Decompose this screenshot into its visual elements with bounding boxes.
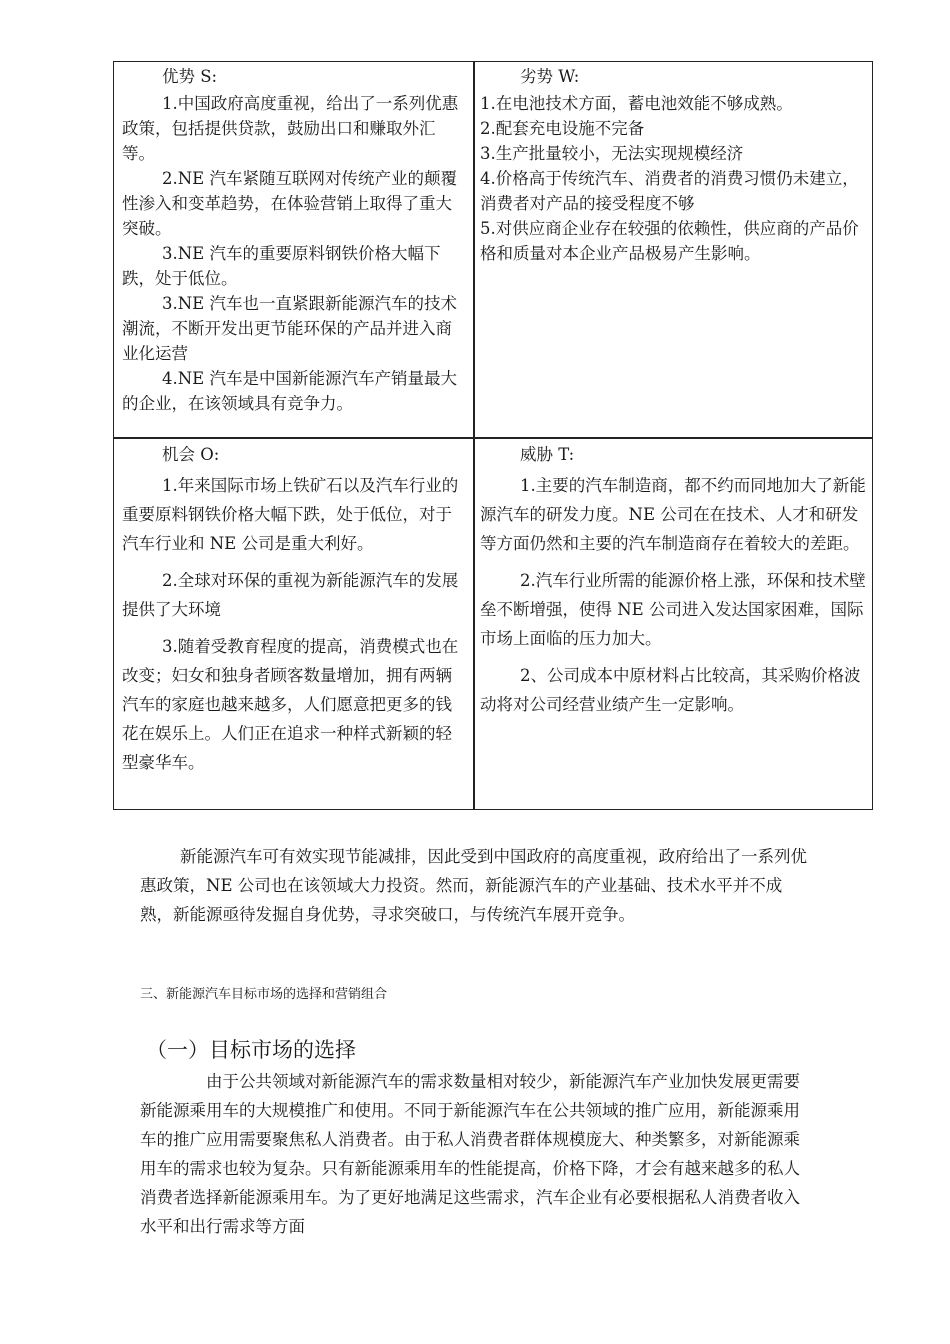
strength-item: 3.NE 汽车的重要原料钢铁价格大幅下跌，处于低位。 — [122, 244, 441, 288]
section-heading: 三、新能源汽车目标市场的选择和营销组合 — [140, 987, 388, 1002]
table-divider-vertical — [473, 62, 475, 809]
opportunity-item: 3.随着受教育程度的提高，消费模式也在改变；妇女和独身者顾客数量增加，拥有两辆汽车的家庭也越来越多，人们愿意把更多的钱花在娱乐上。人们正在追求一种样式新颖的轻型豪华车。 — [122, 637, 459, 772]
summary-paragraph: 新能源汽车可有效实现节能减排，因此受到中国政府的高度重视，政府给出了一系列优惠政策，NE 公司也在该领域大力投资。然而，新能源汽车的产业基础、技术水平并不成熟，新能源亟待发掘自身优势，寻求突破口，与传统汽车展开竞争。 — [140, 847, 807, 924]
opportunities-heading: 机会 O: — [162, 445, 220, 464]
opportunity-item: 1.年来国际市场上铁矿石以及汽车行业的重要原料钢铁价格大幅下跌，处于低位，对于汽车行业和 NE 公司是重大利好。 — [122, 476, 459, 553]
threats-heading: 威胁 T: — [520, 445, 575, 464]
opportunity-item: 2.全球对环保的重视为新能源汽车的发展提供了大环境 — [122, 571, 459, 619]
strength-item: 1.中国政府高度重视，给出了一系列优惠政策，包括提供贷款，鼓励出口和赚取外汇等。 — [122, 94, 459, 163]
table-divider-horizontal — [114, 437, 872, 439]
weakness-item: 5.对供应商企业存在较强的依赖性，供应商的产品价格和质量对本企业产品极易产生影响。 — [480, 219, 859, 263]
weaknesses-cell — [480, 64, 868, 266]
strength-item: 3.NE 汽车也一直紧跟新能源汽车的技术潮流，不断开发出更节能环保的产品并进入商业化运营 — [122, 294, 457, 363]
threats-cell — [480, 442, 868, 727]
opportunities-cell — [122, 442, 464, 785]
strengths-heading: 优势 S: — [162, 67, 218, 86]
weaknesses-heading: 劣势 W: — [520, 67, 580, 86]
threat-item: 1.主要的汽车制造商，都不约而同地加大了新能源汽车的研发力度。NE 公司在在技术、人才和研发等方面仍然和主要的汽车制造商存在着较大的差距。 — [480, 476, 866, 553]
subsection-heading: （一）目标市场的选择 — [146, 1038, 356, 1062]
swot-table — [113, 61, 873, 810]
strength-item: 2.NE 汽车紧随互联网对传统产业的颠覆性渗入和变革趋势，在体验营销上取得了重大突破。 — [122, 169, 457, 238]
threat-item: 2.汽车行业所需的能源价格上涨，环保和技术壁垒不断增强，使得 NE 公司进入发达国家困难，国际市场上面临的压力加大。 — [480, 571, 866, 648]
threat-item: 2、公司成本中原材料占比较高，其采购价格波动将对公司经营业绩产生一定影响。 — [480, 666, 861, 714]
weakness-item: 4.价格高于传统汽车、消费者的消费习惯仍未建立，消费者对产品的接受程度不够 — [480, 169, 859, 213]
target-market-paragraph: 由于公共领域对新能源汽车的需求数量相对较少，新能源汽车产业加快发展更需要新能源乘用车的大规模推广和使用。不同于新能源汽车在公共领域的推广应用，新能源乘用车的推广应用需要聚焦私人消费者。由于私人消费者群体规模庞大、种类繁多，对新能源乘用车的需求也较为复杂。只有新能源乘用车的性能提高，价格下降，才会有越来越多的私人消费者选择新能源乘用车。为了更好地满足这些需求，汽车企业有必要根据私人消费者收入水平和出行需求等方面 — [140, 1072, 800, 1236]
weakness-item: 2.配套充电设施不完备 — [480, 119, 645, 138]
weakness-item: 3.生产批量较小，无法实现规模经济 — [480, 144, 744, 163]
strengths-cell — [122, 64, 464, 416]
weakness-item: 1.在电池技术方面，蓄电池效能不够成熟。 — [480, 94, 793, 113]
strength-item: 4.NE 汽车是中国新能源汽车产销量最大的企业，在该领域具有竞争力。 — [122, 369, 457, 413]
